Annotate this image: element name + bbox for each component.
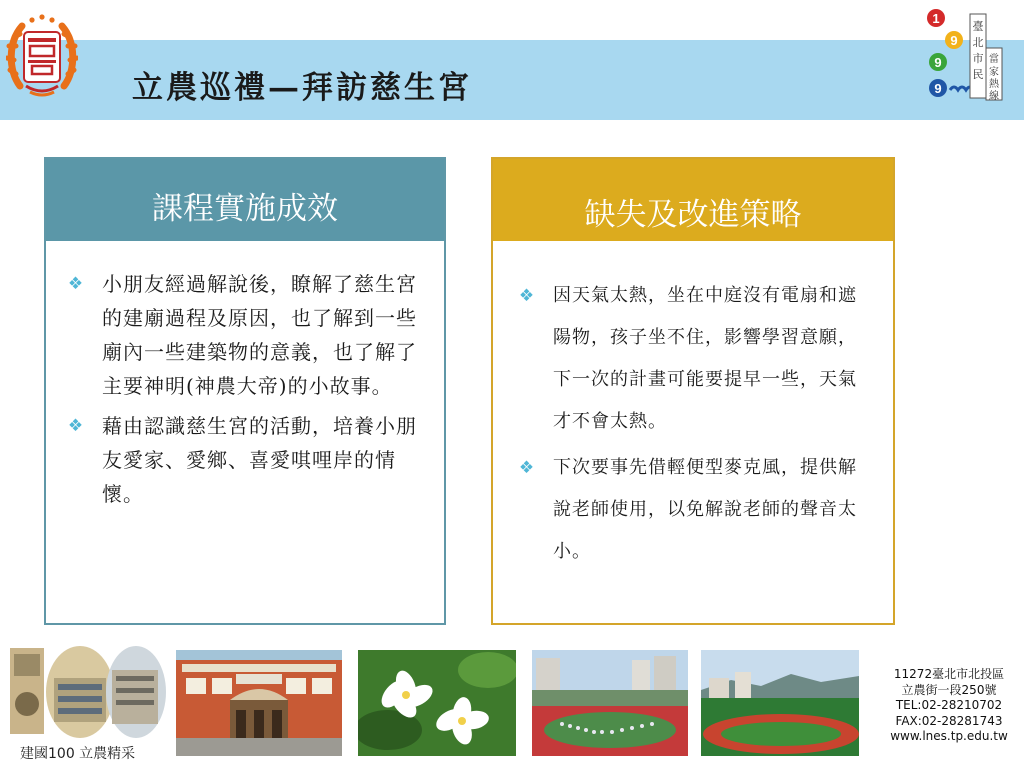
svg-text:9: 9	[934, 81, 942, 96]
address-line: 11272臺北市北投區	[893, 667, 1005, 681]
improvements-bullet-list	[515, 275, 875, 577]
sports-field-students-photo	[532, 650, 688, 756]
bullet-text: 小朋友經過解說後，瞭解了慈生宮的建廟過程及原因，也了解到一些廟內一些建築物的意義，也了解了主要神明(神農大帝)的小故事。	[102, 272, 417, 398]
bullet-text: 因天氣太熱，坐在中庭沒有電扇和遮陽物，孩子坐不住，影響學習意願，下一次的計畫可能要提早一些，天氣才不會太熱。	[553, 285, 857, 432]
anniversary-100-logo	[10, 644, 168, 740]
svg-text:臺: 臺	[972, 20, 984, 33]
svg-text:北: 北	[972, 36, 984, 49]
diamond-bullet-icon: ❖	[518, 458, 536, 478]
diamond-bullet-icon: ❖	[67, 274, 85, 294]
address-line: 立農街一段250號	[901, 682, 997, 697]
svg-text:家: 家	[989, 67, 999, 78]
list-item	[64, 267, 424, 403]
page-title: 立農巡禮—拜訪慈生宮	[132, 70, 472, 106]
gardenia-flowers-photo	[358, 650, 516, 756]
results-panel-heading: 課程實施成效	[46, 159, 444, 241]
improvements-panel	[491, 157, 895, 625]
school-address-block	[874, 667, 1024, 745]
results-panel	[44, 157, 446, 625]
svg-text:9: 9	[950, 33, 958, 48]
diamond-bullet-icon: ❖	[518, 286, 536, 306]
list-item	[515, 447, 875, 573]
svg-text:1: 1	[932, 11, 940, 26]
svg-text:市: 市	[972, 52, 984, 65]
svg-text:線: 線	[989, 91, 999, 102]
list-item	[515, 275, 875, 443]
fax-line: FAX:02-28281743	[895, 713, 1003, 728]
svg-text:民: 民	[972, 68, 984, 81]
school-emblem-icon	[6, 8, 78, 108]
svg-text:當: 當	[989, 54, 999, 65]
website-link[interactable]: www.lnes.tp.edu.tw	[890, 729, 1008, 743]
school-building-photo	[176, 650, 342, 756]
bullet-text: 下次要事先借輕便型麥克風，提供解說老師使用，以免解說老師的聲音太小。	[553, 457, 857, 562]
running-track-photo	[701, 650, 859, 756]
list-item	[64, 409, 424, 511]
improvements-panel-heading: 缺失及改進策略	[493, 159, 893, 241]
diamond-bullet-icon: ❖	[67, 416, 85, 436]
phone-line: TEL:02-28210702	[895, 698, 1003, 712]
1999-hotline-logo-icon	[924, 4, 1008, 104]
anniversary-caption: 建國100 立農精采	[20, 746, 136, 762]
bullet-text: 藉由認識慈生宮的活動，培養小朋友愛家、愛鄉、喜愛唭哩岸的情懷。	[102, 414, 417, 506]
svg-text:9: 9	[934, 55, 942, 70]
results-bullet-list	[64, 267, 424, 517]
svg-text:熱: 熱	[989, 79, 999, 90]
